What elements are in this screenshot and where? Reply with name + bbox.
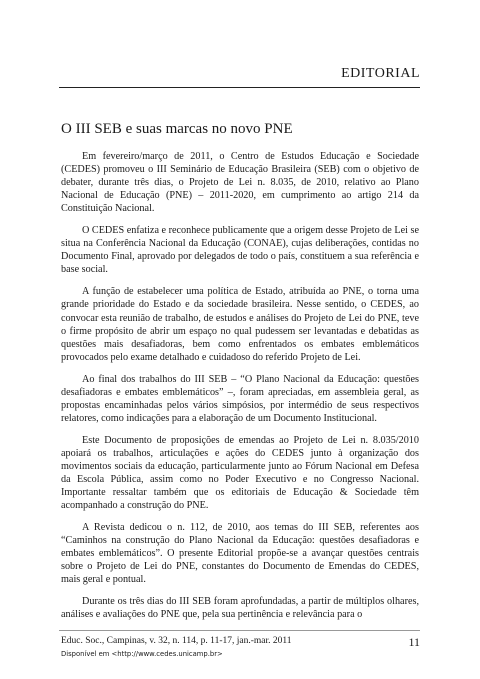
paragraph-1: Em fevereiro/março de 2011, o Centro de Estudos Educação e Sociedade (CEDES) promoveu o III Seminário de Educação Brasileira (SEB) com o objetivo de debater, durante três dias, o Projeto de Lei n. 8.035, de 2010, relativo ao Plano Nacional de Educação (PNE) – 2011-2020, em cumprimento ao artigo 214 da Constituição Nacional. [61, 151, 419, 215]
paragraph-7: Durante os três dias do III SEB foram aprofundadas, a partir de múltiplos olhares, análises e avaliações do PNE que, pela sua pertinência e relevância para o [61, 596, 419, 621]
section-title: O III SEB e suas marcas no novo PNE [61, 121, 293, 137]
paragraph-4: Ao final dos trabalhos do III SEB – “O Plano Nacional da Educação: questões desafiadoras e embates emblemáticos” –, foram apreciadas, em assembleia geral, as propostas encaminhadas pelos vários simpósios, por intermédio de seus respectivos relatores, como indicações para a elaboração de um Documento Institucional. [61, 373, 419, 424]
running-header: EDITORIAL [341, 66, 420, 81]
paragraph-2: O CEDES enfatiza e reconhece publicamente que a origem desse Projeto de Lei se situa na Conferência Nacional da Educação (CONAE), cujas deliberações, contidas no Documento Final, aprovado por delegados de todo o país, constituem a sua referência e base social. [61, 225, 419, 276]
article-body [61, 150, 419, 631]
footer-citation: Educ. Soc., Campinas, v. 32, n. 114, p. 11-17, jan.-mar. 2011 [61, 636, 292, 646]
paragraph-5: Este Documento de proposições de emendas ao Projeto de Lei n. 8.035/2010 apoiará os trabalhos, articulações e ações do CEDES junto à organização dos movimentos sociais da educação, particularmente junto ao Fórum Nacional em Defesa da Escola Pública, assim como no Poder Executivo e no Congresso Nacional. Importante ressaltar também que os editoriais de Educação & Sociedade têm acompanhado a construção do PNE. [61, 434, 419, 512]
paragraph-6: A Revista dedicou o n. 112, de 2010, aos temas do III SEB, referentes aos “Caminhos na construção do Plano Nacional da Educação: questões desafiadoras e embates emblemáticos”. O presente Editorial propõe-se a avançar questões centrais sobre o Projeto de Lei do PNE, constantes do Documento de Emendas do CEDES, mais geral e pontual. [61, 522, 419, 586]
footer-availability-link[interactable]: Disponível em <http://www.cedes.unicamp.br> [61, 650, 223, 658]
header-rule [59, 87, 420, 88]
paragraph-3: A função de estabelecer uma política de Estado, atribuída ao PNE, o torna uma grande prioridade do Estado e da sociedade brasileira. Nesse sentido, o CEDES, ao convocar esta reunião de trabalho, de estudos e análises do Projeto de Lei do PNE, teve o firme propósito de abrir um espaço no qual pudessem ser levantadas e debatidas as questões mais desafiadoras, bem como enfrentados os embates emblemáticos provocados pelo exame detalhado e cuidadoso do referido Projeto de Lei. [61, 286, 419, 363]
footer-rule [59, 630, 420, 631]
page-number: 11 [408, 635, 420, 649]
